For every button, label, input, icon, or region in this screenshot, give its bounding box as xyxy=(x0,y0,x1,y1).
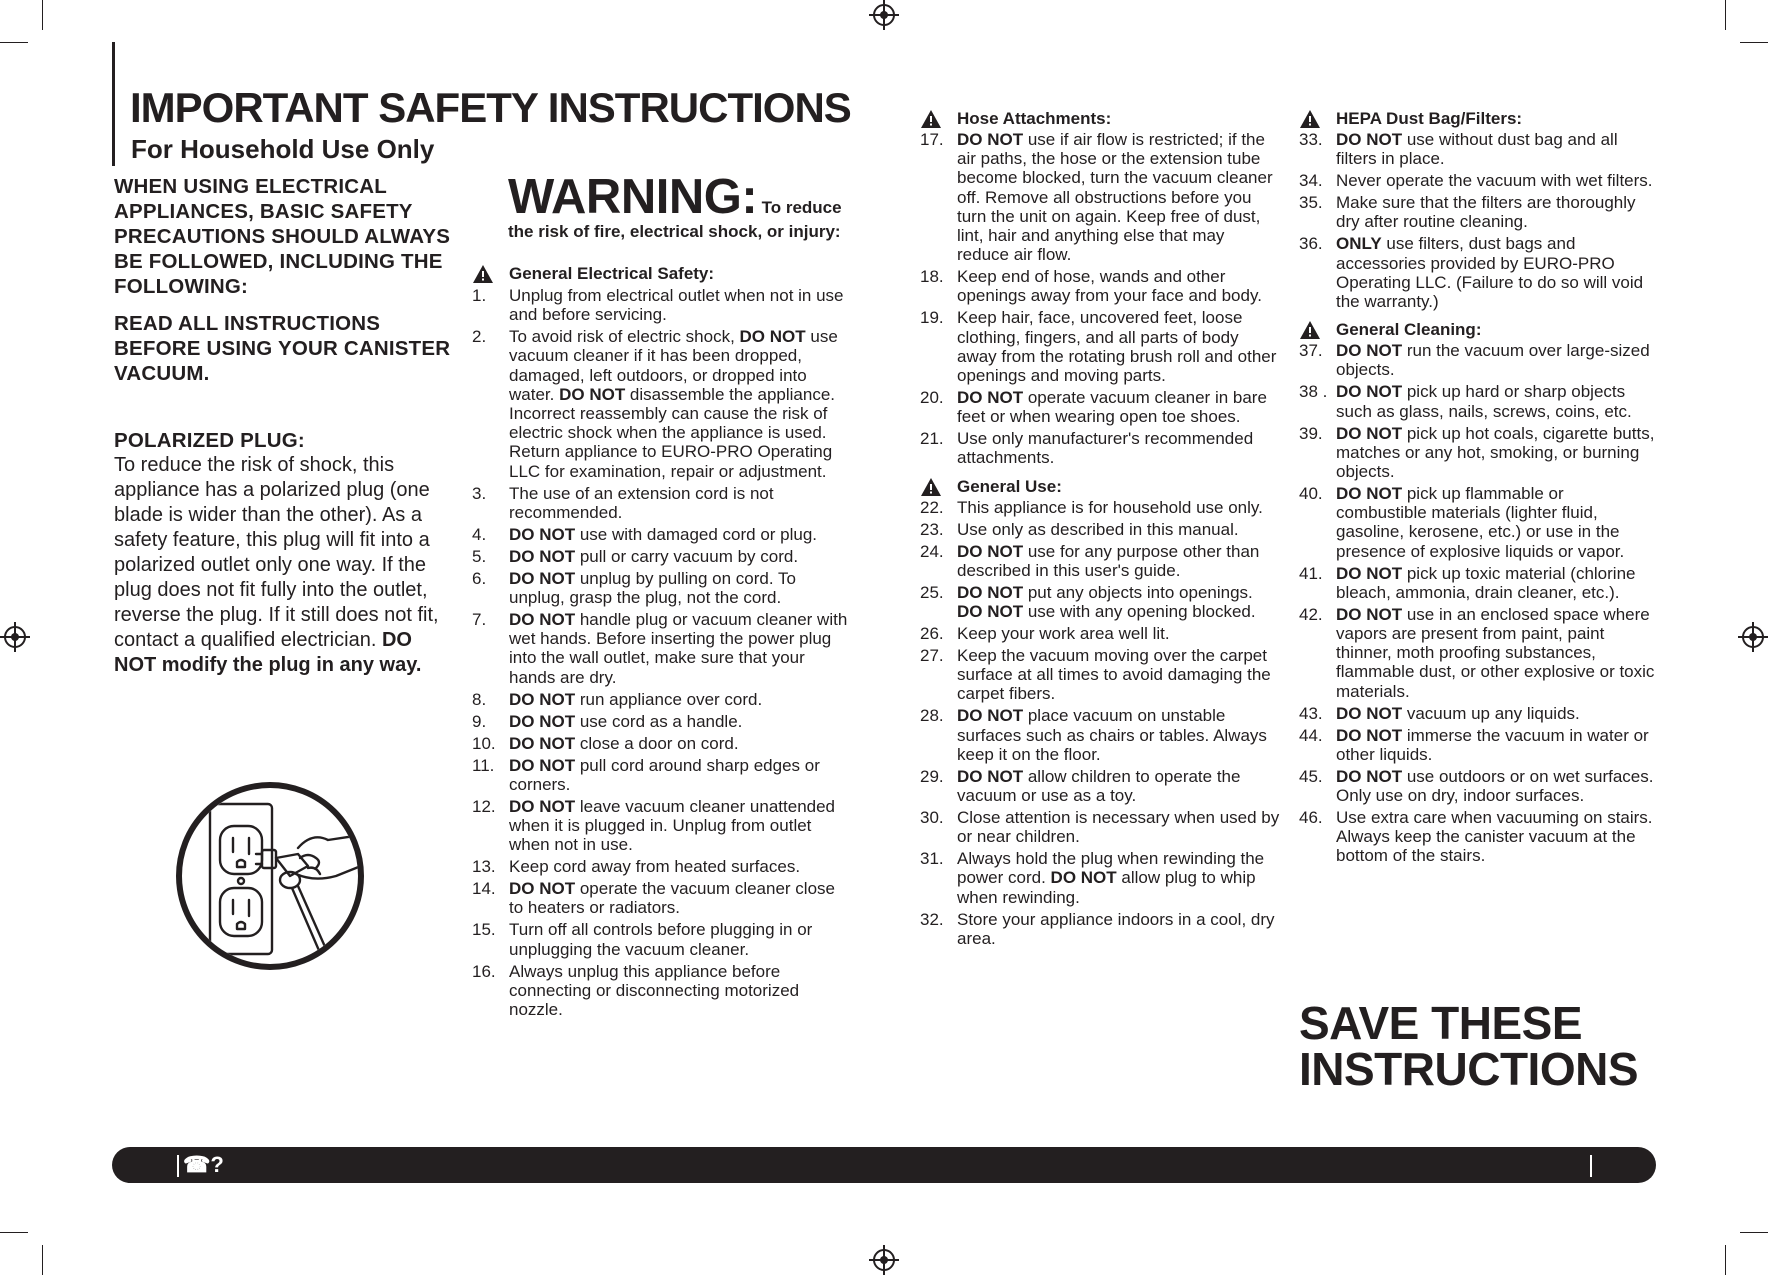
list-item xyxy=(472,857,852,876)
item-text: immerse the vacuum in water or other liquids. xyxy=(1336,725,1649,764)
registration-mark-icon xyxy=(4,626,26,648)
item-number: 27. xyxy=(920,646,944,666)
item-number: 44. xyxy=(1299,725,1323,745)
list-item xyxy=(920,308,1280,385)
section-heading xyxy=(920,476,1280,498)
list-item xyxy=(920,849,1280,907)
save-line-1: SAVE THESE xyxy=(1299,997,1582,1049)
item-number: 37. xyxy=(1299,341,1323,361)
emphasis-text: DO NOT xyxy=(957,706,1024,726)
emphasis-text: DO NOT xyxy=(957,388,1024,408)
list-item xyxy=(920,429,1280,467)
list-item xyxy=(472,484,852,522)
item-number: 29. xyxy=(920,766,944,786)
emphasis-text: DO NOT xyxy=(509,755,576,775)
list-item xyxy=(920,520,1280,539)
item-number: 11. xyxy=(472,755,495,775)
item-number: 12. xyxy=(472,796,496,816)
item-text: disassemble the appliance. Incorrect reassembly can cause the risk of electric shock when the appliance is used. Return appliance to EURO-PRO Operating LLC for examination, repair or adjustment. xyxy=(509,384,835,481)
save-line-2: INSTRUCTIONS xyxy=(1299,1043,1638,1095)
item-text: Use extra care when vacuuming on stairs. Always keep the canister vacuum at the bottom of the stairs. xyxy=(1336,808,1653,866)
crop-mark xyxy=(1725,0,1726,30)
emphasis-text: DO NOT xyxy=(739,327,806,347)
item-text: use outdoors or on wet surfaces. Only use on dry, indoor surfaces. xyxy=(1336,766,1654,806)
list-item xyxy=(472,286,852,324)
list-item xyxy=(920,130,1280,264)
item-text: pull or carry vacuum by cord. xyxy=(575,546,799,566)
safety-list xyxy=(920,498,1280,948)
item-text: pull cord around sharp edges or corners. xyxy=(509,755,820,794)
electrical-safety-heading: General Electrical Safety: xyxy=(509,264,715,283)
polarized-plug-text xyxy=(114,453,454,678)
plug-outlet-illustration xyxy=(170,776,370,976)
list-item xyxy=(472,756,852,794)
list-item xyxy=(920,706,1280,764)
emphasis-text: DO NOT xyxy=(509,879,576,899)
registration-mark-icon xyxy=(1742,626,1764,648)
list-item xyxy=(472,879,852,917)
item-number: 28. xyxy=(920,706,944,726)
list-item xyxy=(1299,193,1659,231)
item-text: use with damaged cord or plug. xyxy=(575,524,818,544)
crop-mark xyxy=(1725,1245,1726,1275)
emphasis-text: DO NOT xyxy=(957,130,1024,149)
list-item xyxy=(920,388,1280,426)
item-number: 25. xyxy=(920,582,944,602)
item-text: pick up hot coals, cigarette butts, matches or any hot, smoking, or burning objects. xyxy=(1336,423,1655,482)
emphasis-text: DO NOT xyxy=(957,582,1024,602)
title-rule xyxy=(112,42,115,166)
item-text: pick up toxic material (chlorine bleach, ammonia, drain cleaner, etc.). xyxy=(1336,563,1636,602)
item-text: Always unplug this appliance before connecting or disconnecting motorized nozzle. xyxy=(509,961,800,1020)
item-number: 18. xyxy=(920,267,944,287)
item-text: run the vacuum over large-sized objects. xyxy=(1336,341,1650,380)
list-item xyxy=(1299,484,1659,561)
emphasis-text: DO NOT xyxy=(1336,725,1403,745)
list-item xyxy=(472,962,852,1020)
item-text: unplug by pulling on cord. To unplug, grasp the plug, not the cord. xyxy=(509,568,796,608)
emphasis-text: DO NOT xyxy=(1336,341,1403,361)
item-text: This appliance is for household use only. xyxy=(957,497,1263,517)
item-text: use cord as a handle. xyxy=(575,711,743,731)
item-text: allow plug to whip when rewinding. xyxy=(957,868,1256,907)
item-number: 3. xyxy=(472,483,487,503)
list-item xyxy=(472,712,852,731)
read-all-instructions-text: READ ALL INSTRUCTIONS BEFORE USING YOUR CANISTER VACUUM. xyxy=(114,312,451,385)
item-text: Use only manufacturer's recommended attachments. xyxy=(957,429,1254,468)
crop-mark xyxy=(0,1232,28,1233)
emphasis-text: DO NOT xyxy=(1336,766,1403,786)
emphasis-text: ONLY xyxy=(1336,234,1382,254)
list-item xyxy=(920,646,1280,704)
item-text: pick up flammable or combustible materials (lighter fluid, gasoline, kerosene, etc.) or use in the presence of explosive liquids or vapor. xyxy=(1336,484,1625,561)
list-item xyxy=(920,767,1280,805)
item-number: 22. xyxy=(920,497,944,517)
item-text: Close attention is necessary when used by or near children. xyxy=(957,808,1280,847)
list-item xyxy=(920,624,1280,643)
item-text: place vacuum on unstable surfaces such as chairs or tables. Always keep it on the floor. xyxy=(957,706,1267,764)
warning-triangle-icon xyxy=(472,264,494,284)
section-heading xyxy=(920,108,1280,130)
list-item xyxy=(1299,605,1659,701)
emphasis-text: DO NOT xyxy=(509,796,576,816)
item-text: use if air flow is restricted; if the air paths, the hose or the extension tube become blocked, turn the vacuum cleaner off. Remove all obstructions before you turn the unit on again. Keep free of dust, lint, hair and anything else that may reduce air flow. xyxy=(957,130,1273,265)
warning-triangle-icon xyxy=(1299,109,1321,129)
item-text: close a door on cord. xyxy=(575,733,739,753)
list-item xyxy=(472,920,852,958)
crop-mark xyxy=(1740,42,1768,43)
item-text: pick up hard or sharp objects such as glass, nails, screws, coins, etc. xyxy=(1336,382,1632,421)
list-item xyxy=(472,327,852,481)
general-use-heading: General Use: xyxy=(957,476,1062,496)
safety-list xyxy=(1299,341,1659,865)
list-item xyxy=(920,583,1280,621)
safety-list xyxy=(1299,130,1659,311)
item-number: 35. xyxy=(1299,193,1323,213)
item-number: 5. xyxy=(472,546,487,566)
registration-mark-icon xyxy=(873,1249,895,1271)
item-text: Always hold the plug when rewinding the power cord. xyxy=(957,849,1265,888)
list-item xyxy=(472,569,852,607)
item-text: Never operate the vacuum with wet filters. xyxy=(1336,171,1653,191)
item-number: 42. xyxy=(1299,604,1323,624)
safety-list xyxy=(472,286,852,1019)
item-text: allow children to operate the vacuum or use as a toy. xyxy=(957,766,1241,806)
item-text: Turn off all controls before plugging in or unplugging the vacuum cleaner. xyxy=(509,920,813,959)
list-item xyxy=(472,797,852,855)
item-text: use with any opening blocked. xyxy=(1023,602,1256,622)
list-item xyxy=(1299,130,1659,168)
item-text: run appliance over cord. xyxy=(575,689,763,709)
item-text: The use of an extension cord is not recommended. xyxy=(509,483,774,522)
warning-triangle-icon xyxy=(920,477,942,497)
item-number: 6. xyxy=(472,568,487,588)
list-item xyxy=(472,610,852,687)
item-text: handle plug or vacuum cleaner with wet hands. Before inserting the power plug into the wall outlet, make sure that your hands are dry. xyxy=(509,610,848,687)
item-text: Make sure that the filters are thoroughly dry after routine cleaning. xyxy=(1336,193,1636,232)
telephone-icon: ☎? xyxy=(183,1152,224,1177)
crop-mark xyxy=(1740,1232,1768,1233)
item-number: 4. xyxy=(472,524,487,544)
item-number: 10. xyxy=(472,733,496,753)
item-number: 26. xyxy=(920,624,944,644)
item-number: 38 . xyxy=(1299,382,1328,402)
item-number: 9. xyxy=(472,711,487,731)
list-item xyxy=(920,910,1280,948)
item-number: 1. xyxy=(472,286,487,305)
registration-mark-icon xyxy=(873,4,895,26)
emphasis-text: DO NOT xyxy=(1336,484,1403,504)
item-text: operate vacuum cleaner in bare feet or when wearing open toe shoes. xyxy=(957,388,1267,427)
list-item xyxy=(472,690,852,709)
item-text: operate the vacuum cleaner close to heaters or radiators. xyxy=(509,879,835,918)
emphasis-text: DO NOT xyxy=(1336,423,1403,443)
list-item xyxy=(1299,424,1659,482)
item-number: 33. xyxy=(1299,130,1323,149)
page-title: IMPORTANT SAFETY INSTRUCTIONS xyxy=(130,84,851,131)
footer-bar xyxy=(112,1147,1656,1183)
list-item xyxy=(1299,382,1659,420)
warning-heading xyxy=(508,172,848,242)
emphasis-text: DO NOT xyxy=(957,766,1024,786)
item-number: 17. xyxy=(920,130,944,149)
emphasis-text: DO NOT xyxy=(957,541,1024,561)
safety-list xyxy=(920,130,1280,468)
item-number: 16. xyxy=(472,961,496,981)
warning-triangle-icon xyxy=(1299,320,1321,340)
item-text: Unplug from electrical outlet when not in use and before servicing. xyxy=(509,286,844,325)
emphasis-text: DO NOT xyxy=(1336,563,1403,583)
emphasis-text: DO NOT xyxy=(559,384,626,404)
item-number: 13. xyxy=(472,857,496,877)
polarized-plug-body: To reduce the risk of shock, this appliance has a polarized plug (one blade is wider than the other). As a safety feature, this plug will fit into a polarized outlet only one way. If the plug does not fit fully into the outlet, reverse the plug. If it still does not fit, contact a qualified electrician. xyxy=(114,454,439,651)
warning-text: the risk of fire, electrical shock, or injury: xyxy=(508,222,841,241)
item-number: 43. xyxy=(1299,703,1323,723)
list-item xyxy=(1299,341,1659,379)
list-item xyxy=(1299,767,1659,805)
item-text: use in an enclosed space where vapors are present from paint, paint thinner, moth proofing substances, flammable dust, or other explosive or toxic materials. xyxy=(1336,604,1655,701)
emphasis-text: DO NOT xyxy=(1336,703,1403,723)
list-item xyxy=(472,547,852,566)
item-text: Keep hair, face, uncovered feet, loose clothing, fingers, and all parts of body away from the rotating brush roll and other openings and moving parts. xyxy=(957,308,1277,386)
emphasis-text: DO NOT xyxy=(509,610,576,630)
item-number: 36. xyxy=(1299,234,1323,254)
item-number: 24. xyxy=(920,541,944,561)
section-heading xyxy=(1299,108,1659,130)
item-number: 41. xyxy=(1299,563,1323,583)
item-text: put any objects into openings. xyxy=(1023,582,1253,602)
item-number: 8. xyxy=(472,689,487,709)
emphasis-text: DO NOT xyxy=(509,524,576,544)
list-item xyxy=(920,498,1280,517)
footer-divider xyxy=(177,1155,179,1177)
page-subtitle: For Household Use Only xyxy=(131,134,435,164)
item-number: 7. xyxy=(472,610,487,630)
item-text: use without dust bag and all filters in place. xyxy=(1336,130,1618,169)
item-text: Keep cord away from heated surfaces. xyxy=(509,857,801,877)
list-item xyxy=(472,525,852,544)
item-number: 30. xyxy=(920,808,944,828)
emphasis-text: DO NOT xyxy=(509,689,576,709)
item-number: 14. xyxy=(472,879,496,899)
warning-triangle-icon xyxy=(920,109,942,129)
list-item xyxy=(1299,726,1659,764)
item-number: 40. xyxy=(1299,484,1323,504)
warning-lead: To reduce xyxy=(761,198,842,217)
item-text: vacuum up any liquids. xyxy=(1402,703,1580,723)
section-heading xyxy=(1299,319,1659,341)
list-item xyxy=(1299,808,1659,866)
emphasis-text: DO NOT xyxy=(509,546,576,566)
item-number: 46. xyxy=(1299,808,1323,828)
filters-cleaning-column xyxy=(1299,108,1659,868)
emphasis-text: DO NOT xyxy=(1336,604,1403,624)
item-number: 32. xyxy=(920,909,944,929)
item-text: leave vacuum cleaner unattended when it is plugged in. Unplug from outlet when not in use. xyxy=(509,796,836,855)
list-item xyxy=(472,734,852,753)
list-item xyxy=(1299,171,1659,190)
emphasis-text: DO NOT xyxy=(957,602,1024,622)
section-heading xyxy=(472,263,852,285)
emphasis-text: DO NOT xyxy=(1336,382,1403,402)
crop-mark xyxy=(42,0,43,30)
item-number: 2. xyxy=(472,327,487,347)
item-text: Keep the vacuum moving over the carpet surface at all times to avoid damaging the carpet fibers. xyxy=(957,646,1271,704)
item-number: 21. xyxy=(920,429,944,449)
save-instructions-heading xyxy=(1299,997,1638,1095)
item-number: 45. xyxy=(1299,766,1323,786)
polarized-plug-warning: DO NOT modify the plug in any way. xyxy=(114,629,422,676)
item-number: 23. xyxy=(920,519,944,539)
item-text: use filters, dust bags and accessories provided by EURO-PRO Operating LLC. (Failure to do so will void the warranty.) xyxy=(1336,234,1644,312)
item-text: Keep end of hose, wands and other openings away from your face and body. xyxy=(957,267,1262,306)
emphasis-text: DO NOT xyxy=(1050,868,1117,888)
hose-use-column xyxy=(920,108,1280,951)
list-item xyxy=(920,267,1280,305)
general-cleaning-heading: General Cleaning: xyxy=(1336,320,1482,340)
list-item xyxy=(1299,564,1659,602)
item-text: use for any purpose other than described in this user's guide. xyxy=(957,541,1260,580)
electrical-safety-column xyxy=(472,263,852,1022)
list-item xyxy=(1299,704,1659,723)
basic-precautions-text: WHEN USING ELECTRICAL APPLIANCES, BASIC SAFETY PRECAUTIONS SHOULD ALWAYS BE FOLLOWED, INCLUDING THE FOLLOWING: xyxy=(114,175,451,298)
list-item xyxy=(920,808,1280,846)
footer-divider xyxy=(1590,1155,1592,1177)
emphasis-text: DO NOT xyxy=(1336,130,1403,149)
item-number: 39. xyxy=(1299,423,1323,443)
list-item xyxy=(920,542,1280,580)
polarized-plug-heading: POLARIZED PLUG: xyxy=(114,429,305,452)
hepa-filters-heading: HEPA Dust Bag/Filters: xyxy=(1336,109,1523,128)
emphasis-text: DO NOT xyxy=(509,568,576,588)
item-text: use vacuum cleaner if it has been dropped, damaged, left outdoors, or dropped into water. xyxy=(509,327,838,404)
item-text: Use only as described in this manual. xyxy=(957,519,1239,539)
list-item xyxy=(1299,234,1659,311)
crop-mark xyxy=(0,42,28,43)
item-text: To avoid risk of electric shock, xyxy=(509,327,740,347)
warning-word: WARNING: xyxy=(508,170,758,224)
emphasis-text: DO NOT xyxy=(509,711,576,731)
item-number: 15. xyxy=(472,920,496,940)
item-number: 19. xyxy=(920,308,944,328)
item-number: 20. xyxy=(920,388,944,408)
emphasis-text: DO NOT xyxy=(509,733,576,753)
item-number: 34. xyxy=(1299,171,1323,191)
item-text: Store your appliance indoors in a cool, dry area. xyxy=(957,909,1275,948)
hose-attachments-heading: Hose Attachments: xyxy=(957,109,1112,128)
item-number: 31. xyxy=(920,849,944,869)
item-text: Keep your work area well lit. xyxy=(957,624,1170,644)
crop-mark xyxy=(42,1245,43,1275)
